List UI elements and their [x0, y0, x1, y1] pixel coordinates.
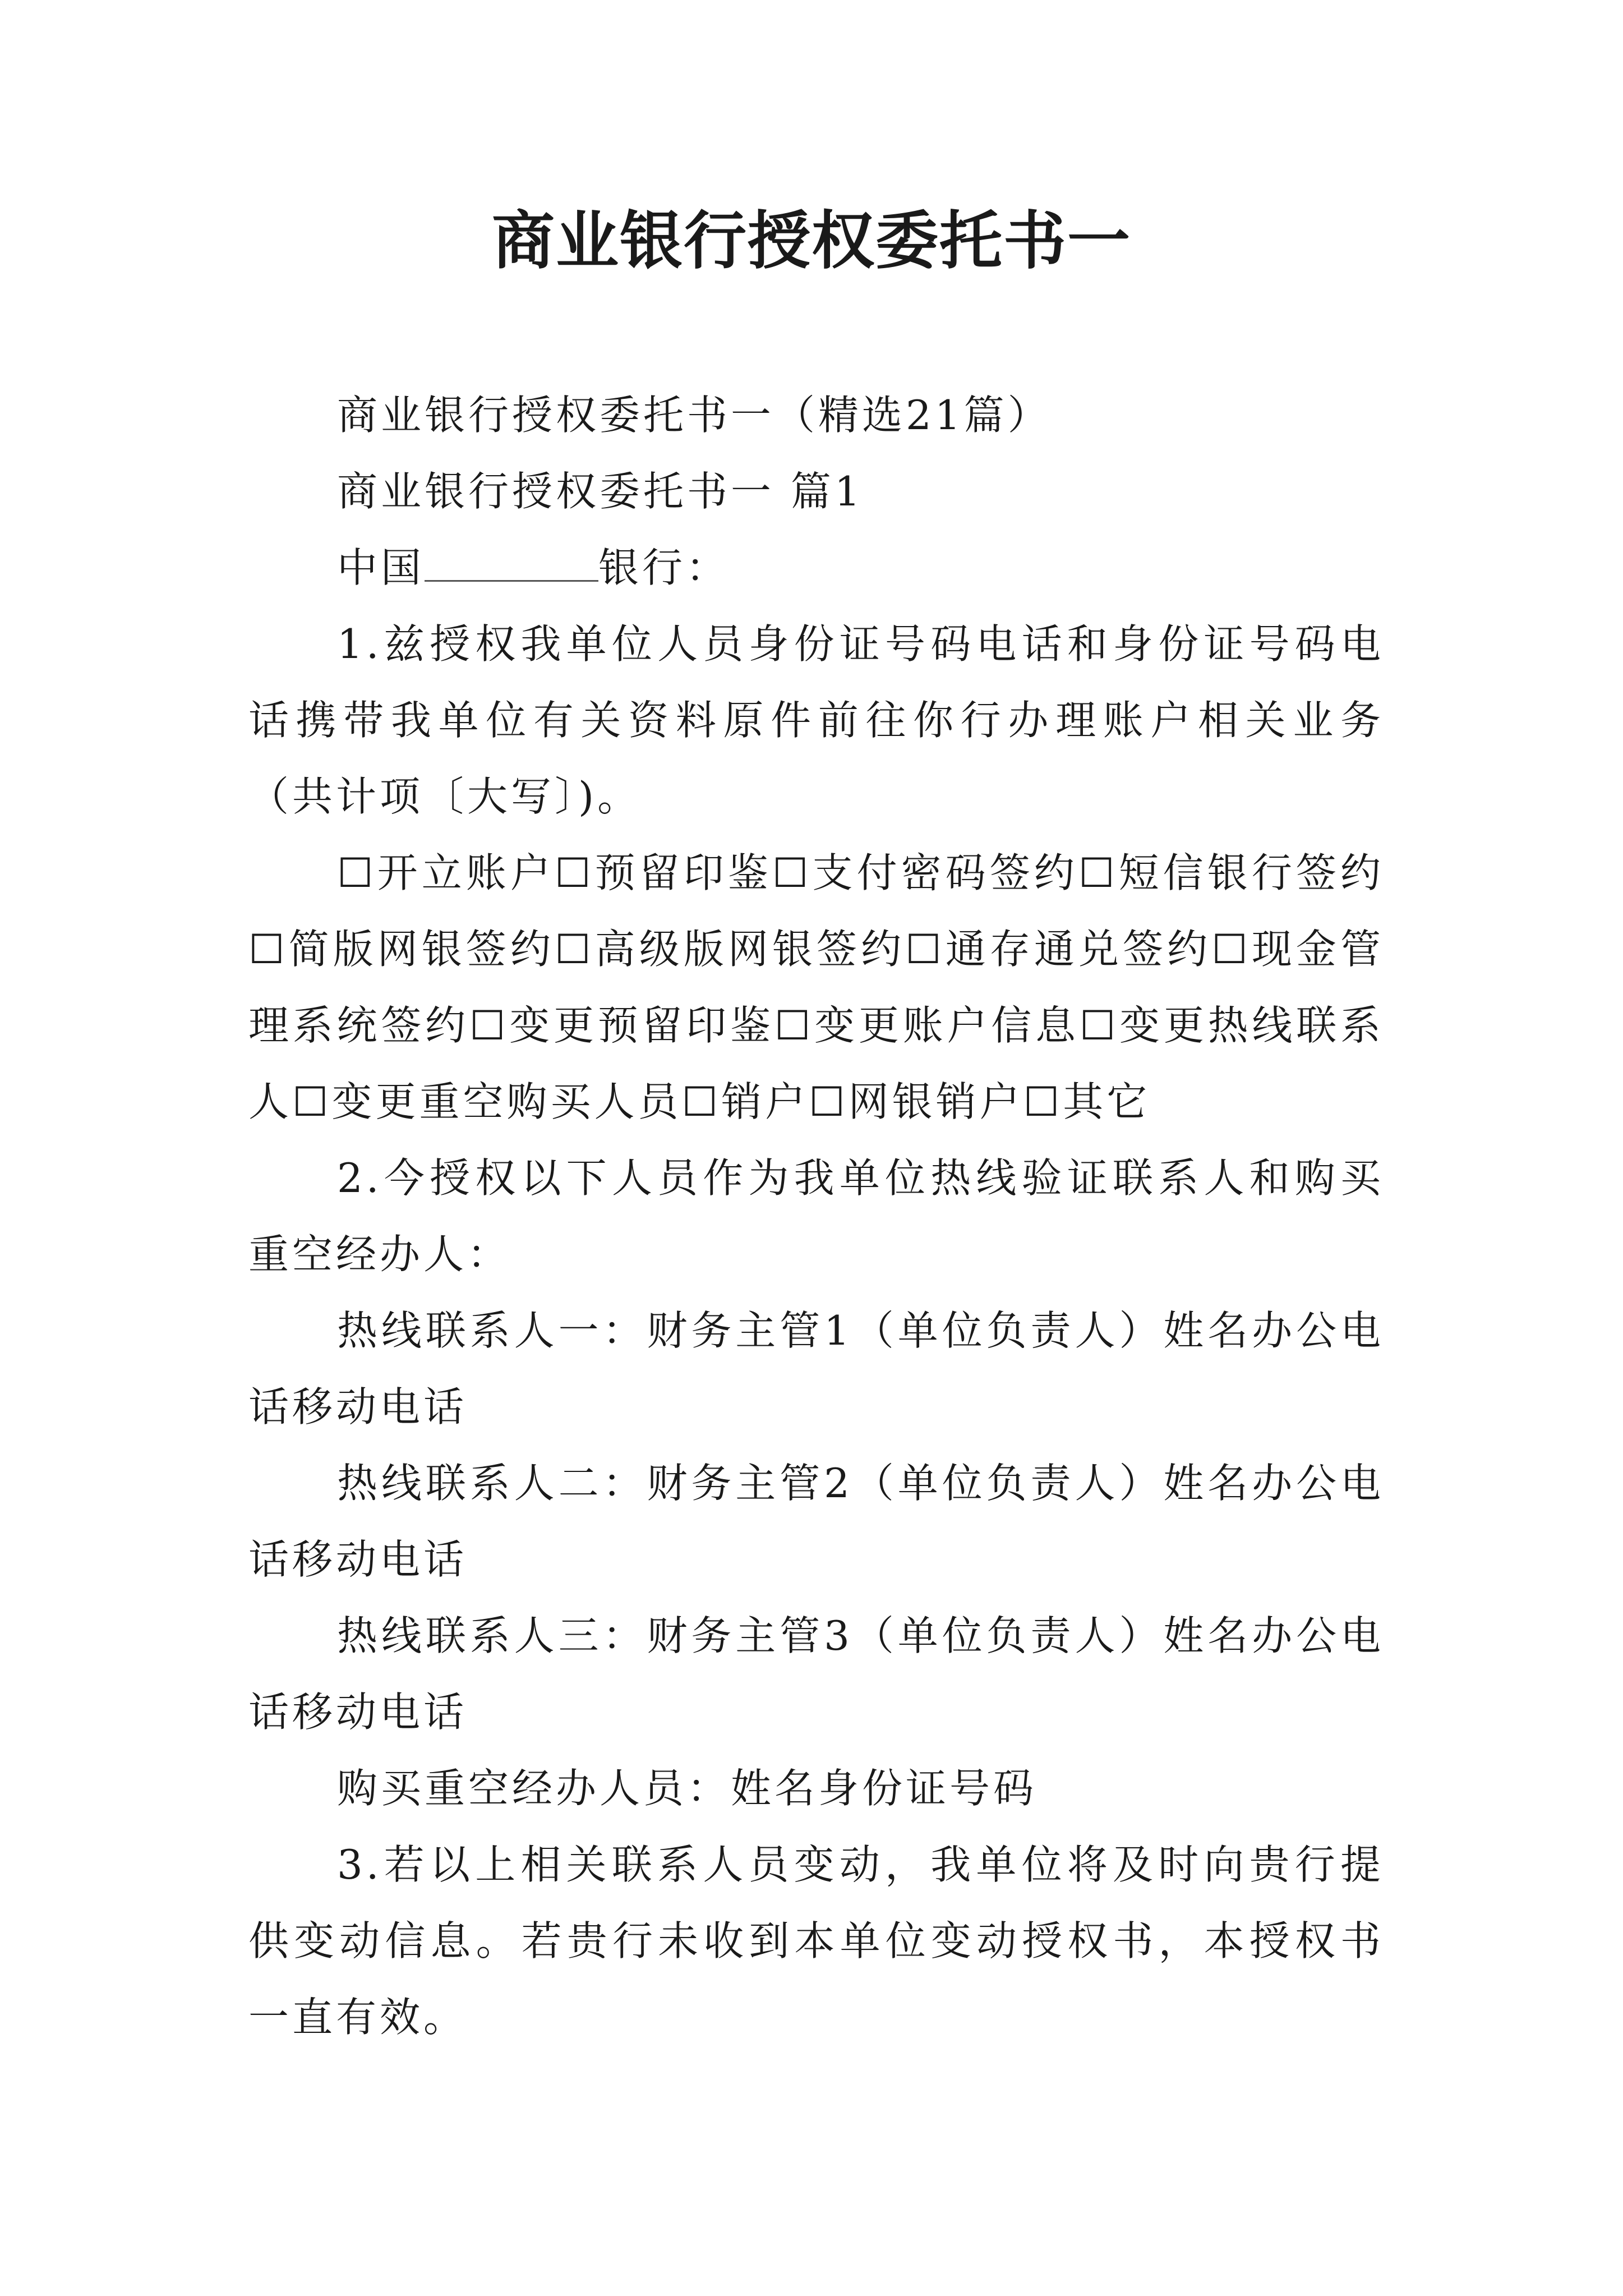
- addressee-prefix: 中国: [337, 544, 425, 591]
- hotline-contact-1: 热线联系人一：财务主管1（单位负责人）姓名办公电话移动电话: [248, 1307, 1384, 1430]
- addressee-line: [248, 530, 1384, 606]
- document-subtitle: 商业银行授权委托书一（精选21篇）: [337, 392, 1052, 439]
- document-body: [248, 377, 1384, 2055]
- document-title: 商业银行授权委托书一: [492, 204, 1131, 278]
- hotline-contact-3: 热线联系人三：财务主管3（单位负责人）姓名办公电话移动电话: [248, 1612, 1384, 1736]
- hotline-contact-2: 热线联系人二：财务主管2（单位负责人）姓名办公电话移动电话: [248, 1460, 1384, 1583]
- item-1: 1.兹授权我单位人员身份证号码电话和身份证号码电话携带我单位有关资料原件前往你行办理账户相关业务（共计项〔大写〕)。: [248, 620, 1384, 820]
- addressee-suffix: 银行：: [598, 544, 730, 591]
- section-heading: 商业银行授权委托书一 篇1: [337, 468, 864, 515]
- purchaser-line: 购买重空经办人员：姓名身份证号码: [337, 1765, 1038, 1812]
- bank-name-blank: [425, 541, 598, 582]
- item-3: 3.若以上相关联系人员变动，我单位将及时向贵行提供变动信息。若贵行未收到本单位变动授权书，本授权书一直有效。: [248, 1841, 1384, 2041]
- business-checkbox-list: ☐开立账户☐预留印鉴☐支付密码签约☐短信银行签约☐简版网银签约☐高级版网银签约☐通存通兑签约☐现金管理系统签约☐变更预留印鉴☐变更账户信息☐变更热线联系人☐变更重空购买人员☐销户☐网银销户☐其它: [248, 849, 1384, 1125]
- item-2: 2.今授权以下人员作为我单位热线验证联系人和购买重空经办人：: [248, 1154, 1384, 1278]
